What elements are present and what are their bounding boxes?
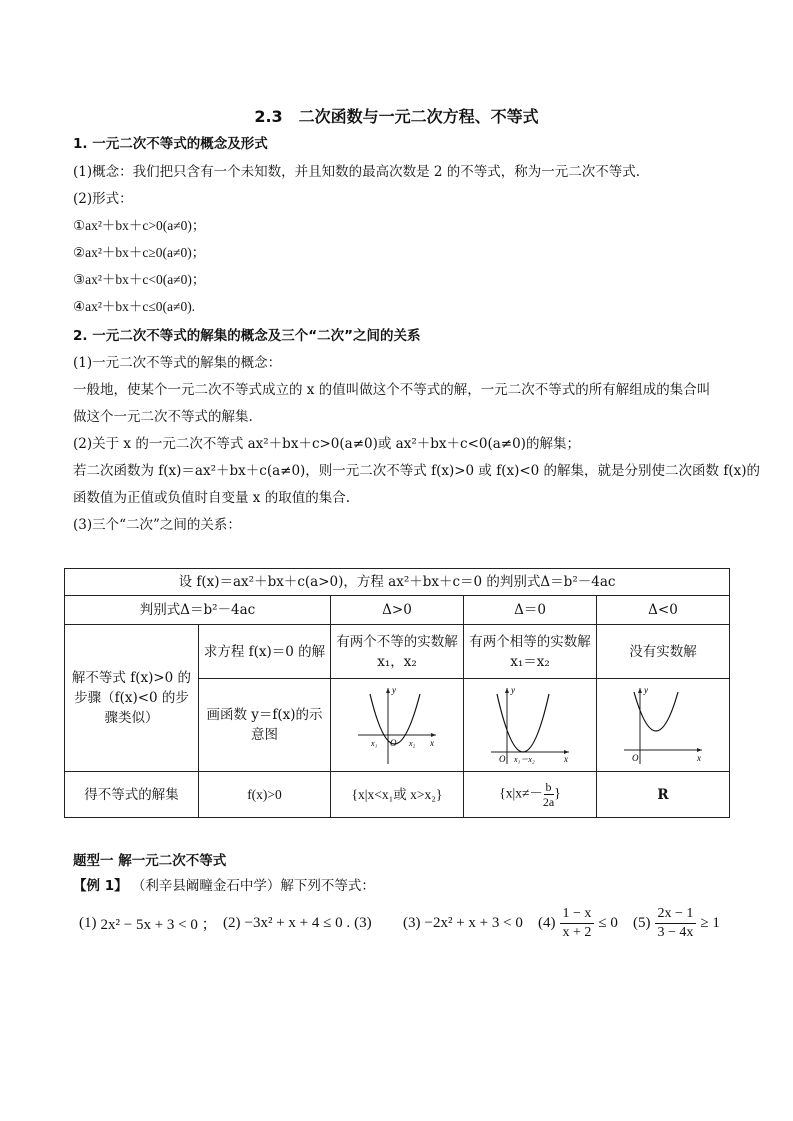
paragraph: 若二次函数为 f(x)＝ax²＋bx＋c(a≠0)，则一元二次不等式 f(x)>0 或 f(x)<0 的解集，就是分别使二次函数 f(x)的 [73,463,760,479]
fraction-numerator: 1 − x [560,905,595,924]
solution-cell: 有两个相等的实数解 x₁＝x₂ [464,625,597,679]
problem-fraction [655,905,697,942]
problem-4 [538,900,618,946]
solution-set-cell: R [597,772,730,818]
axis-y-label: y [392,685,396,695]
row-label: 得不等式的解集 [65,772,199,818]
graph-cell [597,679,730,772]
double-root-label: x₁＝x₂ [514,755,535,764]
axis-x-label: x [430,738,434,748]
problem-expression: 2x² − 5x + 3 < 0 ； [100,916,217,933]
graph-cell [464,679,597,772]
problem-label: (3) [403,914,421,931]
fraction-denominator: 2a [542,795,555,809]
section3-heading: 题型一 解一元二次不等式 [73,853,227,869]
row-label: 求方程 f(x)＝0 的解 [199,625,331,679]
root-x2-label: x₂ [409,739,416,748]
discriminant-label: 判别式Δ＝b²－4ac [65,596,331,625]
parabola-double-root-graph [487,684,573,766]
axis-x-label: x [697,753,701,763]
page-title: 2.3 二次函数与一元二次方程、不等式 [254,107,539,126]
problem-stray-label: (3) [354,914,372,931]
solution-set-cell: {x|x<x₁或 x>x₂} [331,772,464,818]
root-x1-label: x₁ [371,739,378,748]
form-item: ①ax²＋bx＋c>0(a≠0)； [73,218,206,233]
section2-heading: 2. 一元二次不等式的解集的概念及三个“二次”之间的关系 [73,328,421,344]
solution-set-suffix: } [554,785,561,801]
origin-label: O [499,754,506,764]
problem-label: (4) [538,914,556,931]
relationship-table [64,568,730,818]
parabola-no-root-graph [620,684,706,766]
form-label: (2)形式： [73,191,133,207]
form-item: ②ax²＋bx＋c≥0(a≠0)； [73,245,206,260]
origin-label: O [632,753,639,763]
section1-heading: 1. 一元二次不等式的概念及形式 [73,136,268,152]
problem-expression: −3x² + x + 4 ≤ 0 . [244,914,351,931]
paragraph: 一般地，使某个一元二次不等式成立的 x 的值叫做这个不等式的解，一元二次不等式的所有解组成的集合叫 [73,382,711,398]
solution-set-cell: f(x)>0 [199,772,331,818]
fraction-numerator: b [545,780,552,794]
fraction-denominator: x + 2 [562,924,592,940]
example-label: 【例 1】 [73,878,128,894]
problem-2 [223,900,372,946]
steps-label: 解不等式 f(x)>0 的步骤（f(x)<0 的步骤类似） [65,625,199,772]
axis-y-label: y [511,685,515,695]
fraction-denominator: 3 − 4x [657,924,694,940]
problem-rhs: ≤ 0 [598,914,618,931]
case-negative: Δ<0 [597,596,730,625]
exercise-row [73,900,753,946]
concept-text: (1)概念：我们把只含有一个未知数，并且知数的最高次数是 2 的不等式，称为一元二次不等式. [73,164,641,180]
fraction-b-over-2a [543,780,554,809]
problem-5 [633,900,720,946]
form-item: ④ax²＋bx＋c≤0(a≠0). [73,299,196,314]
fraction-numerator: 2x − 1 [655,905,697,924]
problem-rhs: ≥ 1 [700,914,720,931]
paragraph: 函数值为正值或负值时自变量 x 的取值的集合. [73,490,350,506]
paragraph: 做这个一元二次不等式的解集. [73,409,253,425]
problem-label: (2) [223,914,241,931]
paragraph: (1)一元二次不等式的解集的概念： [73,355,282,371]
paragraph: (3)三个“二次”之间的关系： [73,517,241,533]
case-positive: Δ>0 [331,596,464,625]
problem-1 [79,900,217,946]
paragraph: (2)关于 x 的一元二次不等式 ax²＋bx＋c>0(a≠0)或 ax²＋bx＋c<0(a≠0)的解集； [73,436,580,452]
problem-label: (5) [633,914,651,931]
problem-fraction [560,905,595,942]
example-text: （利辛县阚疃金石中学）解下列不等式： [131,878,375,894]
graph-cell [331,679,464,772]
case-zero: Δ＝0 [464,596,597,625]
solution-cell: 有两个不等的实数解 x₁，x₂ [331,625,464,679]
row-label: 画函数 y＝f(x)的示意图 [199,679,331,772]
axis-x-label: x [564,754,568,764]
solution-cell: 没有实数解 [597,625,730,679]
axis-y-label: y [644,685,648,695]
form-item: ③ax²＋bx＋c<0(a≠0)； [73,272,206,287]
solution-set-prefix: {x|x≠－ [499,785,543,801]
table-header: 设 f(x)＝ax²＋bx＋c(a>0)，方程 ax²＋bx＋c＝0 的判别式Δ＝b²－4ac [65,569,730,596]
solution-set-cell [464,772,597,818]
problem-label: (1) [79,914,97,931]
parabola-two-roots-graph [354,684,440,766]
problem-expression: −2x² + x + 3 < 0 [424,914,523,931]
example-line [73,876,375,896]
problem-3 [403,900,523,946]
origin-label: O [390,738,397,748]
